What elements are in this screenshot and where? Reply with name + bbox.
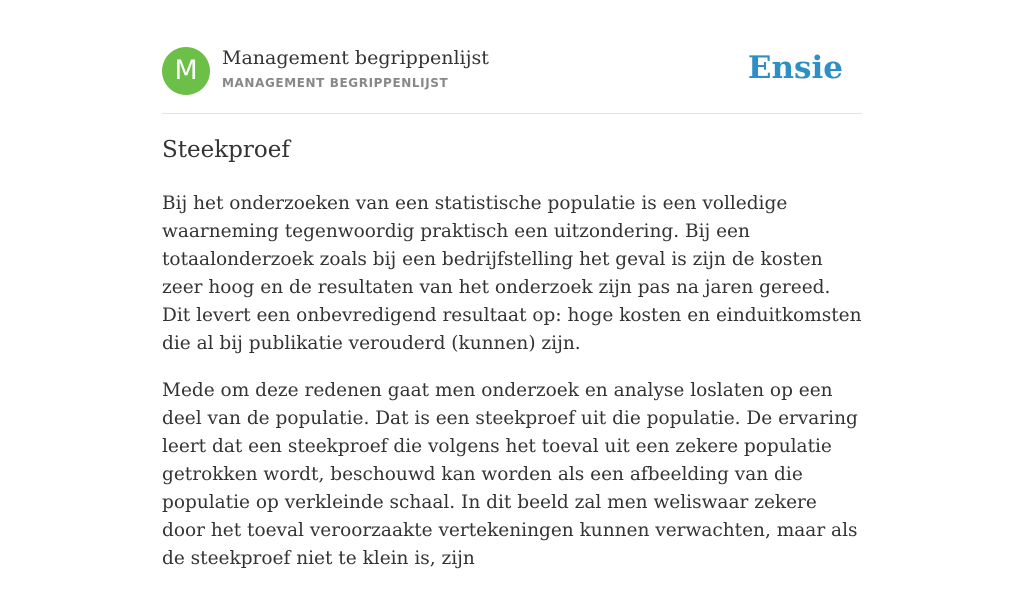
avatar[interactable]: M bbox=[162, 47, 210, 95]
header bbox=[162, 47, 862, 95]
page-title: Steekproef bbox=[162, 137, 290, 163]
paragraph-1: Bij het onderzoeken van een statistische populatie is een volledige waarneming tegenwoordig praktisch een uitzondering. Bij een totaalonderzoek zoals bij een bedrijfstelling het geval is zijn de kosten zeer hoog en de resultaten van het onderzoek zijn pas na jaren gereed. Dit levert een onbevredigend resultaat op: hoge kosten en einduitkomsten die al bij publikatie verouderd (kunnen) zijn. bbox=[162, 193, 862, 354]
paragraph-2: Mede om deze redenen gaat men onderzoek en analyse loslaten op een deel van de populatie. Dat is een steekproef uit die populatie. De ervaring leert dat een steekproef die volgens het toeval uit een zekere populatie getrokken wordt, beschouwd kan worden als een afbeelding van die populatie op verkleinde schaal. In dit beeld zal men weliswaar zekere door het toeval veroorzaakte vertekeningen kunnen verwachten, maar als de steekproef niet te klein is, zijn bbox=[162, 380, 858, 569]
header-divider bbox=[162, 113, 862, 114]
article-body bbox=[162, 190, 862, 592]
book-title-link[interactable]: Management begrippenlijst bbox=[222, 47, 489, 69]
book-subtitle: MANAGEMENT BEGRIPPENLIJST bbox=[222, 76, 449, 90]
ensie-logo[interactable]: Ensie bbox=[747, 50, 843, 86]
